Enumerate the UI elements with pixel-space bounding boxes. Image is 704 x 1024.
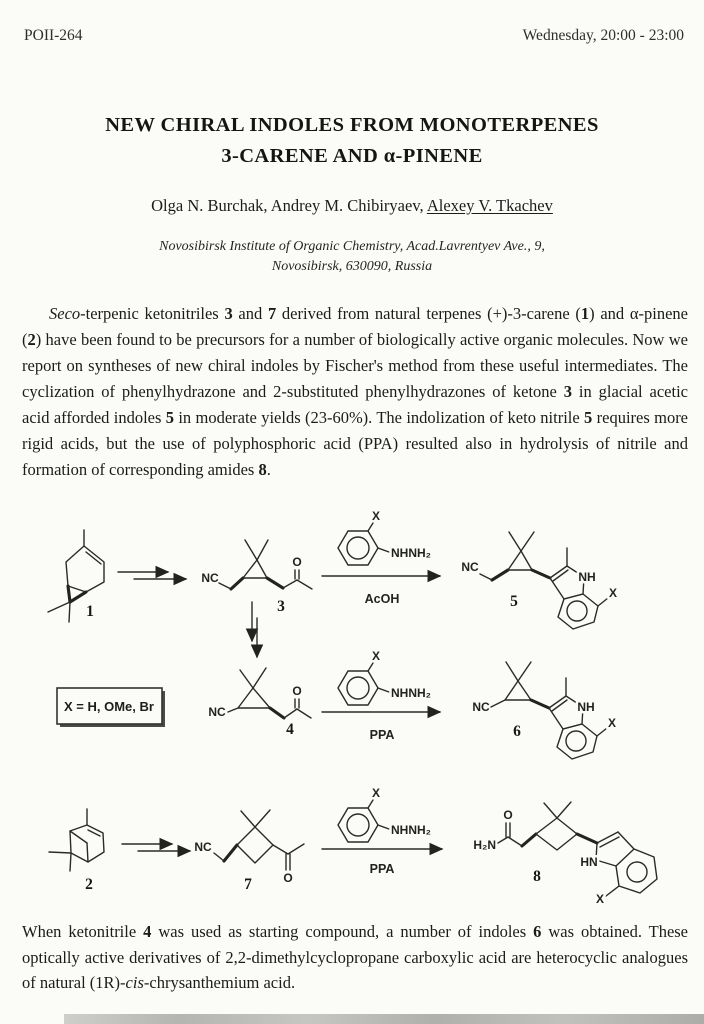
atom-label-x: X <box>607 716 617 730</box>
atom-label-x: X <box>371 786 381 800</box>
compound-number-8: 8 <box>533 868 541 885</box>
affiliation-line-1: Novosibirsk Institute of Organic Chemistry, Acad.Lavrentyev Ave., 9, <box>159 239 545 254</box>
affiliation <box>0 237 704 277</box>
atom-label-nc: NC <box>208 705 226 719</box>
arrow-3-to-4 <box>252 602 257 657</box>
structure-compound-3 <box>201 540 312 615</box>
reagent-label-acoh: AcOH <box>364 592 400 606</box>
closing-paragraph: When ketonitrile 4 was used as starting compound, a number of indoles 6 was obtained. These optically active derivatives of 2,2-dimethylcyclopropane carboxylic acid are heterocyclic analogues of natural (1R)-cis-chrysanthemium acid. <box>22 922 689 992</box>
compound-number-2: 2 <box>85 876 93 893</box>
atom-label-nc: NC <box>201 571 219 585</box>
structure-compound-6 <box>472 662 616 759</box>
structure-compound-8 <box>473 802 657 906</box>
atom-label-hn: HN <box>580 855 598 869</box>
reagent-label-ppa: PPA <box>369 728 395 742</box>
structure-compound-5 <box>461 532 617 629</box>
structure-compound-2 <box>49 809 104 893</box>
compound-number-4: 4 <box>286 721 294 738</box>
page-title <box>0 110 704 172</box>
authors-line: Olga N. Burchak, Andrey M. Chibiryaev, Alexey V. Tkachev <box>151 196 553 215</box>
multistep-arrow-1-to-3 <box>118 572 186 579</box>
structure-compound-4 <box>208 668 311 738</box>
atom-label-x: X <box>371 510 381 523</box>
reaction-arrow-row3 <box>322 849 442 876</box>
atom-label-nc: NC <box>461 560 479 574</box>
reaction-arrow-row1 <box>322 576 440 606</box>
atom-label-x: X <box>608 586 618 600</box>
reagent-phenylhydrazine-row3 <box>338 786 431 842</box>
title-line-1: NEW CHIRAL INDOLES FROM MONOTERPENES <box>105 114 599 136</box>
reagent-phenylhydrazine-row2 <box>338 649 431 705</box>
structure-compound-1 <box>48 530 104 622</box>
atom-label-o: O <box>283 871 293 885</box>
compound-number-3: 3 <box>277 598 285 615</box>
atom-label-nhnh2: NHNH₂ <box>391 546 431 560</box>
condition-box-label: X = H, OMe, Br <box>64 699 154 714</box>
session-time: Wednesday, 20:00 - 23:00 <box>522 27 684 44</box>
affiliation-line-2: Novosibirsk, 630090, Russia <box>271 259 433 274</box>
atom-label-nh: NH <box>577 700 595 714</box>
compound-number-6: 6 <box>513 723 521 740</box>
reaction-arrow-row2 <box>322 712 440 742</box>
atom-label-nh: NH <box>578 570 596 584</box>
compound-number-7: 7 <box>244 876 252 893</box>
structure-compound-7 <box>194 810 304 893</box>
atom-label-h2n: H₂N <box>473 838 496 852</box>
atom-label-x: X <box>371 649 381 663</box>
multistep-arrow-2-to-7 <box>122 844 190 851</box>
atom-label-nhnh2: NHNH₂ <box>391 686 431 700</box>
reaction-scheme <box>0 510 704 922</box>
atom-label-x: X <box>595 892 605 906</box>
atom-label-o: O <box>503 808 513 822</box>
abstract-paragraph: Seco-terpenic ketonitriles 3 and 7 derived from natural terpenes (+)-3-carene (1) and α-pinene (2) have been found to be precursors for a number of biologically active organic molecules. Now we report on syntheses of new chiral indoles by Fischer's method from these useful intermediates. The cyclization of phenylhydrazone and 2-substituted phenylhydrazones of ketone 3 in glacial acetic acid afforded indoles 5 in moderate yields (23-60%). The indolization of keto nitrile 5 requires more rigid acids, but the use of polyphosphoric acid (PPA) resulted also in hydrolysis of nitrile and formation of corresponding amides 8. <box>22 304 689 479</box>
title-line-2: 3-CARENE AND α-PINENE <box>221 145 483 167</box>
session-code: POII-264 <box>24 27 83 44</box>
page-header <box>24 27 684 45</box>
scan-edge-artifact <box>64 1014 704 1024</box>
compound-number-5: 5 <box>510 593 518 610</box>
compound-number-1: 1 <box>86 603 94 620</box>
condition-box <box>57 688 165 727</box>
atom-label-nc: NC <box>194 840 212 854</box>
reagent-phenylhydrazine-row1 <box>338 510 431 565</box>
atom-label-nc: NC <box>472 700 490 714</box>
atom-label-o: O <box>292 684 302 698</box>
atom-label-nhnh2: NHNH₂ <box>391 823 431 837</box>
atom-label-o: O <box>292 555 302 569</box>
reagent-label-ppa: PPA <box>369 862 395 876</box>
